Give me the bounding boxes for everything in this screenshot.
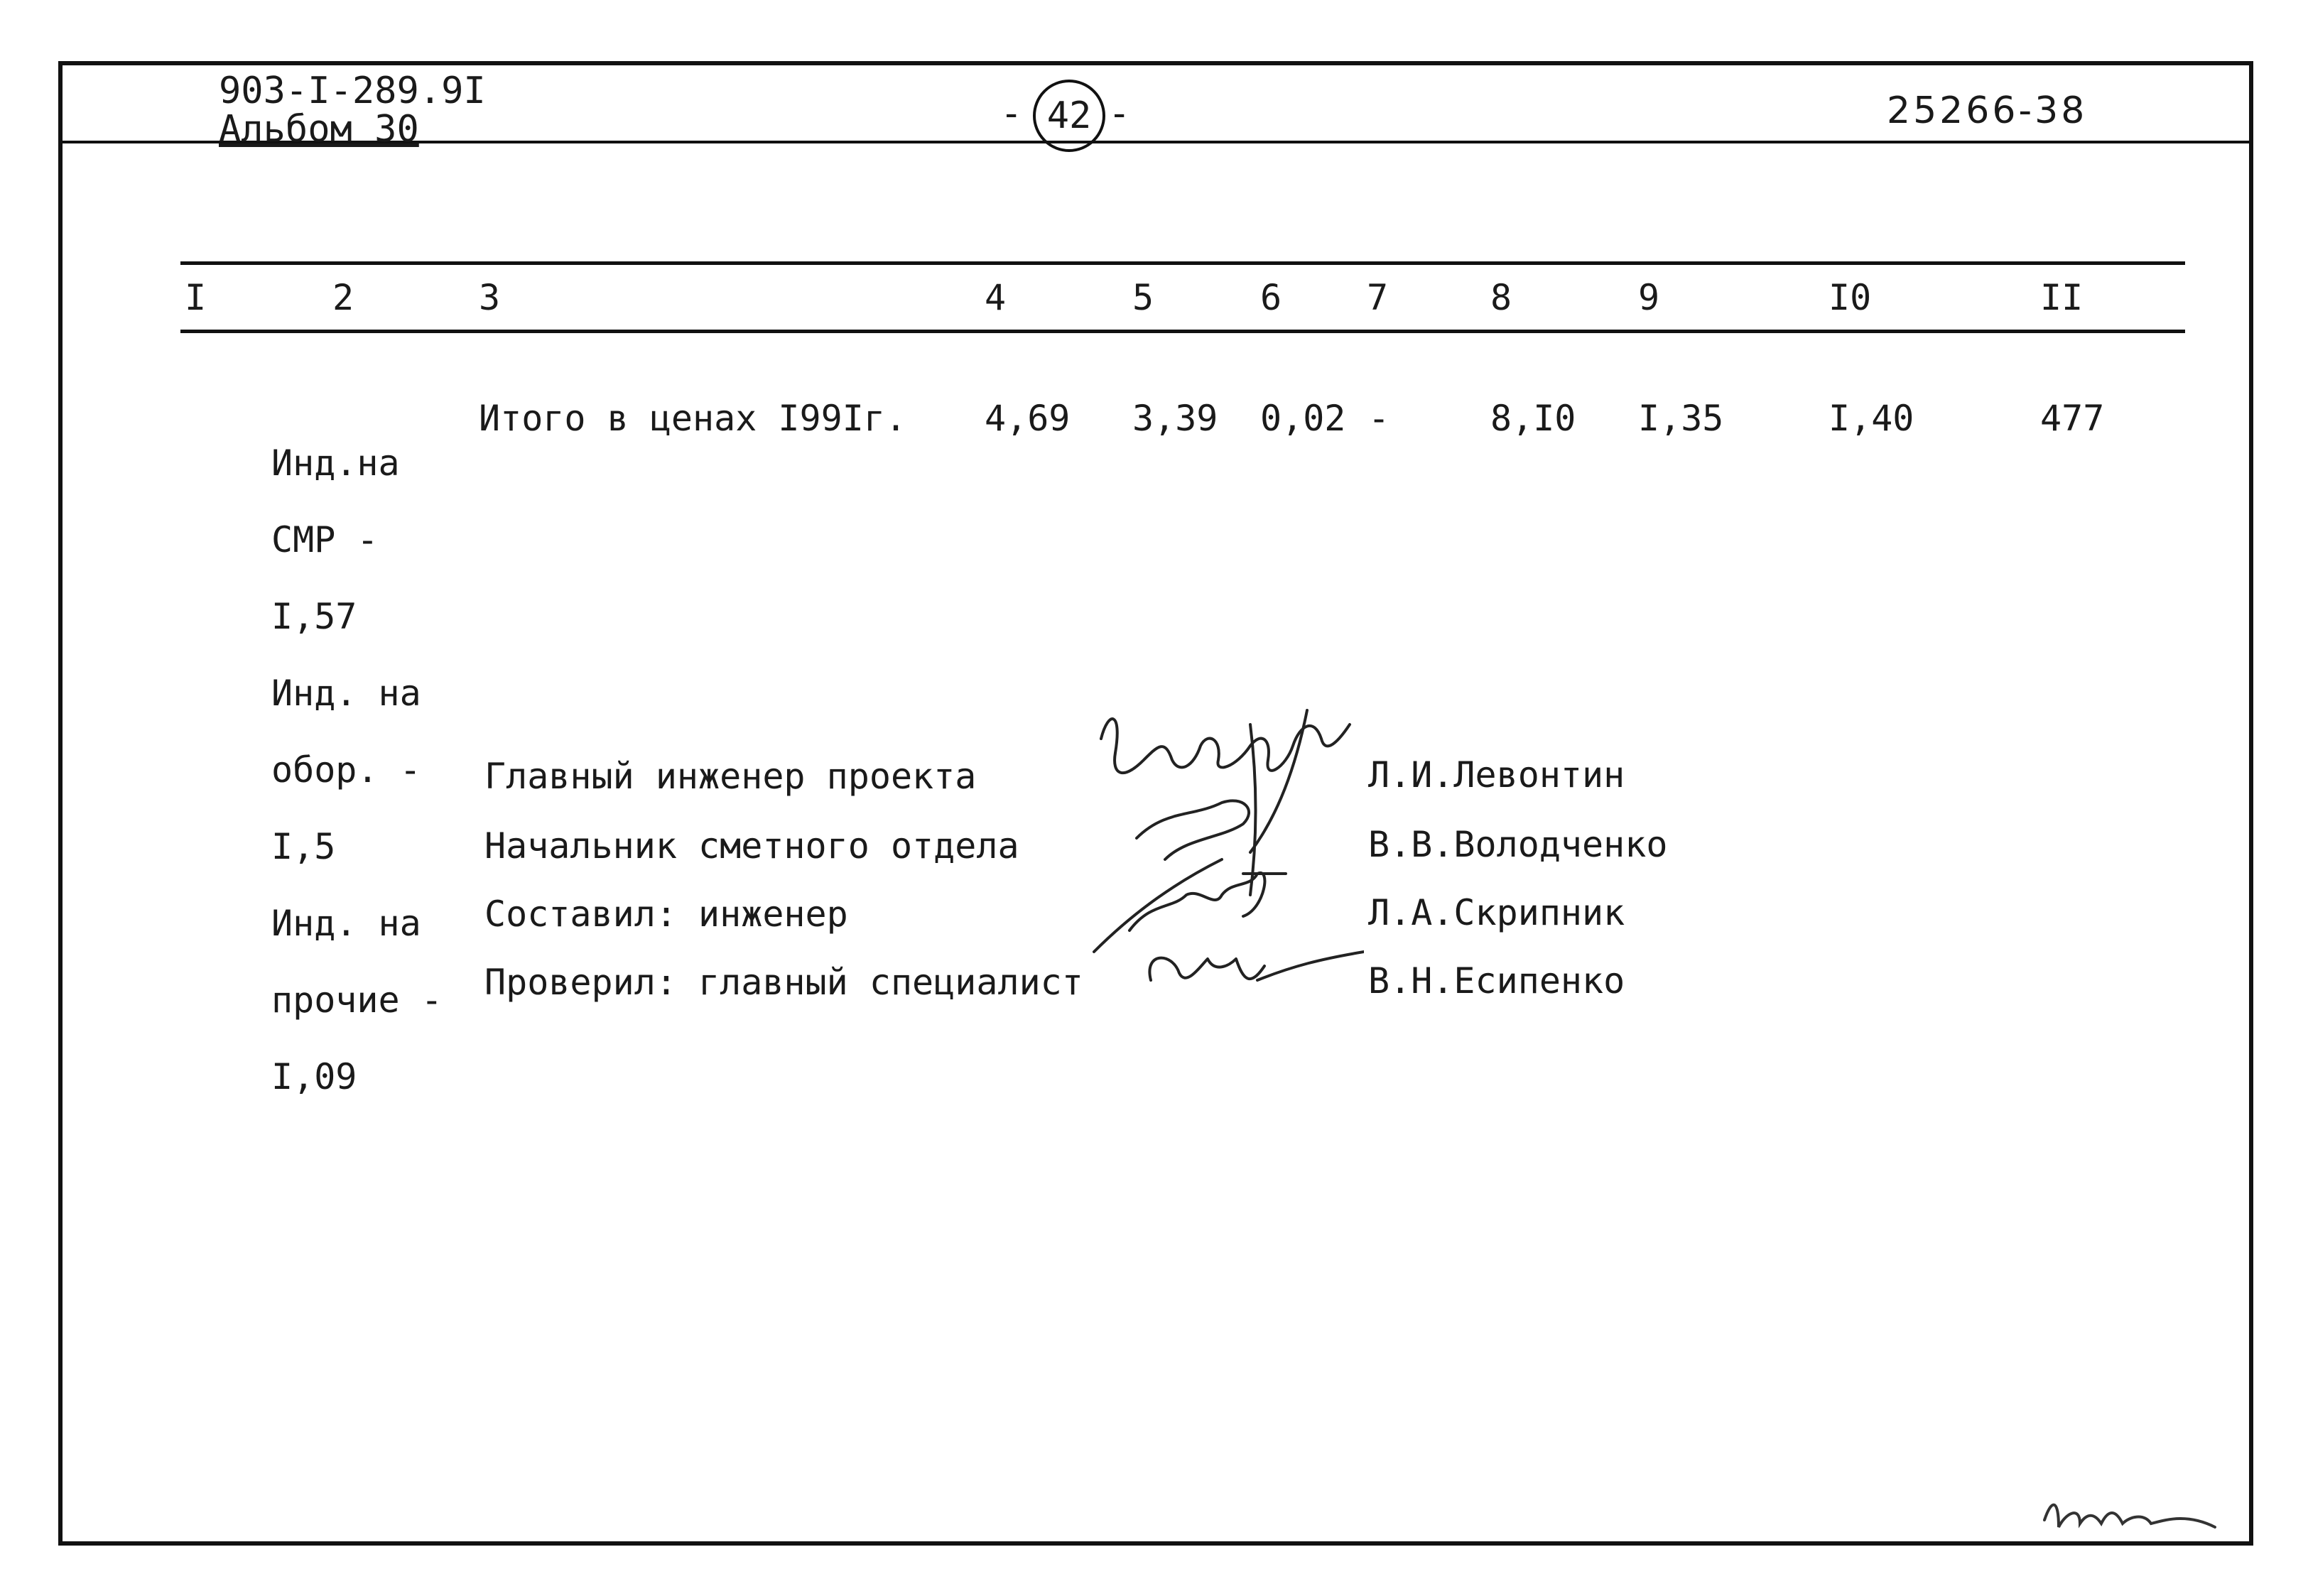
column-header-8: 8 xyxy=(1490,277,1512,318)
table-header-bottom-rule xyxy=(180,330,2185,333)
corner-initials-scribble xyxy=(2037,1484,2222,1541)
signature-role-checker: Проверил: главный специалист xyxy=(484,962,1083,1003)
page-dash-right: - xyxy=(1108,92,1131,135)
cell-col7: - xyxy=(1368,398,1390,439)
cell-col11: 477 xyxy=(2040,398,2105,439)
cell-col8: 8,I0 xyxy=(1490,398,1576,439)
indices-note-line: обор. - xyxy=(271,749,421,791)
page-number: 42 xyxy=(1046,94,1092,137)
cell-col9: I,35 xyxy=(1638,398,1724,439)
column-header-7: 7 xyxy=(1367,277,1389,318)
column-header-10: I0 xyxy=(1828,277,1872,318)
signature-name-compiler: Л.А.Скрипник xyxy=(1368,892,1625,933)
indices-note-line: прочие - xyxy=(271,979,443,1021)
column-header-11: II xyxy=(2040,277,2084,318)
indices-note-line: I,5 xyxy=(271,826,336,867)
page-dash-left: - xyxy=(1000,92,1023,135)
doc-code: 903-I-289.9I xyxy=(219,70,486,112)
column-header-9: 9 xyxy=(1638,277,1660,318)
indices-note xyxy=(271,399,443,1115)
handwritten-signatures xyxy=(1080,696,1364,1001)
album-label: Альбом 30 xyxy=(219,108,419,151)
signature-role-estimate-head: Начальник сметного отдела xyxy=(484,825,1019,867)
signature-name-estimate-head: В.В.Володченко xyxy=(1368,824,1668,865)
cell-col5: 3,39 xyxy=(1132,398,1218,439)
signature-role-chief-engineer: Главный инженер проекта xyxy=(484,756,977,797)
cell-col10: I,40 xyxy=(1828,398,1914,439)
cell-col6: 0,02 xyxy=(1260,398,1346,439)
column-header-5: 5 xyxy=(1132,277,1154,318)
table-top-rule xyxy=(180,261,2185,265)
page-number-circle xyxy=(1033,80,1105,152)
indices-note-line: Инд. на xyxy=(271,673,421,714)
cell-col4: 4,69 xyxy=(985,398,1071,439)
column-header-2: 2 xyxy=(332,277,354,318)
indices-note-line: I,09 xyxy=(271,1056,357,1097)
row-description: Итого в ценах I99Iг. xyxy=(479,398,907,439)
signature-name-chief-engineer: Л.И.Левонтин xyxy=(1368,754,1625,796)
column-header-6: 6 xyxy=(1260,277,1282,318)
indices-note-line: Инд.на xyxy=(271,443,400,484)
sheet-code: 25266-38 xyxy=(1887,89,2088,132)
column-header-4: 4 xyxy=(985,277,1007,318)
signature-role-compiler: Составил: инженер xyxy=(484,894,848,935)
signature-name-checker: В.Н.Есипенко xyxy=(1368,960,1625,1001)
indices-note-line: I,57 xyxy=(271,596,357,637)
indices-note-line: СМР - xyxy=(271,519,379,560)
indices-note-line: Инд. на xyxy=(271,903,421,944)
column-header-1: I xyxy=(185,277,207,318)
column-header-3: 3 xyxy=(479,277,501,318)
